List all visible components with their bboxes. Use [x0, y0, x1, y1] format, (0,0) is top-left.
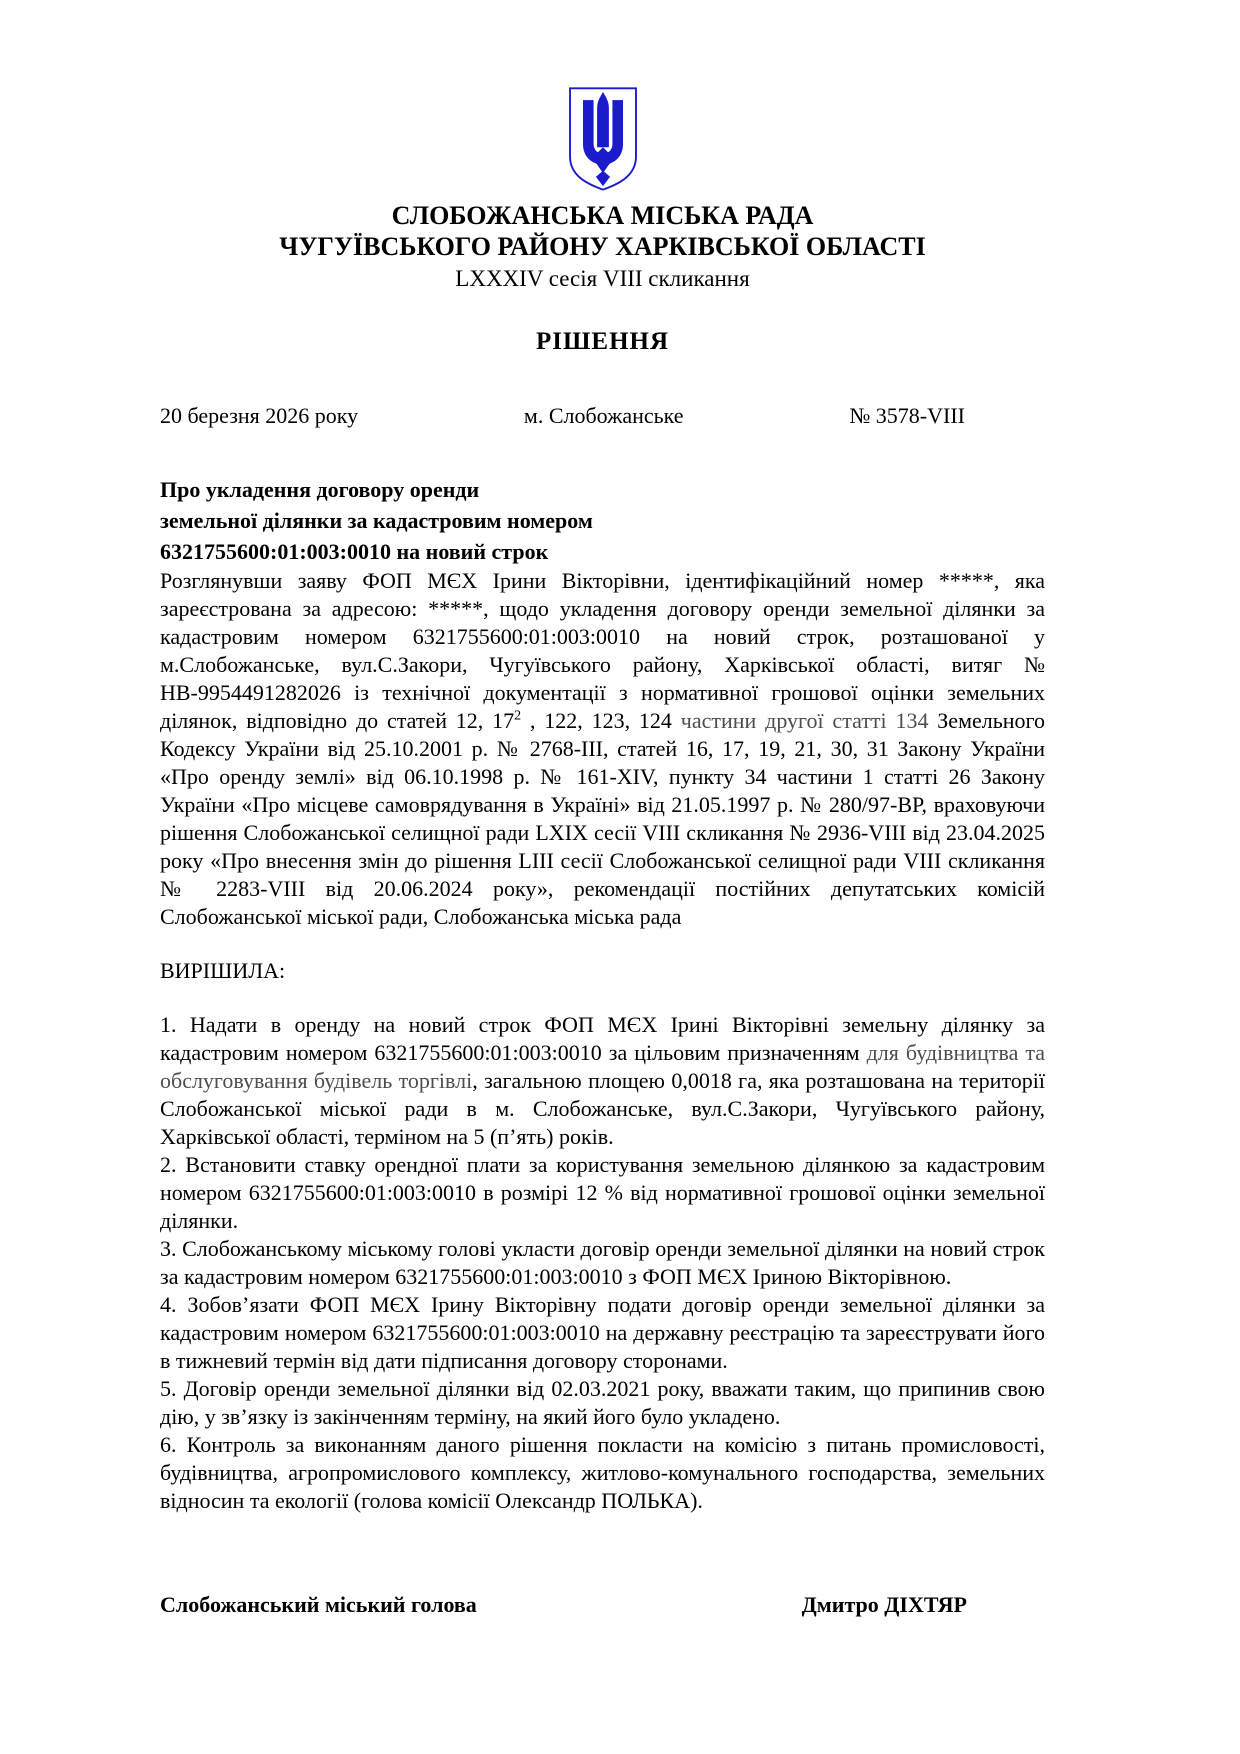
- article-superscript: 2: [514, 708, 522, 724]
- decision-number: № 3578-VIII: [849, 403, 965, 428]
- signature-row: [160, 1591, 1045, 1619]
- ukraine-trident-emblem: [564, 86, 642, 192]
- document-header: [160, 86, 1045, 294]
- signatory-name: Дмитро ДІХТЯР: [801, 1592, 967, 1617]
- meta-row: [160, 402, 1045, 430]
- preamble-text: , 122, 123, 124: [521, 708, 681, 733]
- preamble-paragraph: [160, 567, 1045, 931]
- decision-place: м. Слобожанське: [523, 403, 684, 428]
- district-name: ЧУГУЇВСЬКОГО РАЙОНУ ХАРКІВСЬКОЇ ОБЛАСТІ: [279, 232, 926, 261]
- resolution-item-1: [160, 1011, 1045, 1151]
- subject-line-1: Про укладення договору оренди: [160, 477, 480, 502]
- session-line: LXXXIV сесія VIII скликання: [455, 266, 750, 291]
- trident-icon: [564, 86, 642, 192]
- resolved-heading: ВИРІШИЛА:: [160, 958, 286, 983]
- council-name: СЛОБОЖАНСЬКА МІСЬКА РАДА: [391, 201, 814, 230]
- item-1-text: 1. Надати в оренду на новий строк ФОП МЄХ Ірині Вікторівні земельну ділянку за кадастровим номером 6321755600:01:003:0010 за цільовим призначенням: [160, 1012, 1045, 1065]
- resolution-items: [160, 1011, 1045, 1515]
- item-1-inserted-text: для будівництва та обслуговування будівель торгівлі: [160, 1040, 1045, 1093]
- subject-line-2: земельної ділянки за кадастровим номером: [160, 508, 593, 533]
- resolution-item-5: 5. Договір оренди земельної ділянки від 02.03.2021 року, вважати таким, що припинив свою дію, у зв’язку із закінченням терміну, на який його було укладено.: [160, 1376, 1045, 1429]
- document-type-title: РІШЕННЯ: [535, 328, 670, 355]
- subject-line-3: 6321755600:01:003:0010 на новий строк: [160, 539, 549, 564]
- decision-date: 20 березня 2026 року: [160, 403, 359, 428]
- resolution-item-4: 4. Зобов’язати ФОП МЄХ Ірину Вікторівну подати договір оренди земельної ділянки за кадастровим номером 6321755600:01:003:0010 на державну реєстрацію та зареєструвати його в тижневий термін від дати підписання договору сторонами.: [160, 1292, 1045, 1373]
- preamble-inserted-text: частини другої статті 134: [680, 708, 929, 733]
- resolution-item-6: 6. Контроль за виконанням даного рішення покласти на комісію з питань промисловості, будівництва, агропромислового комплексу, житлово-комунального господарства, земельних відносин та екології (голова комісії Олександр ПОЛЬКА).: [160, 1432, 1045, 1513]
- preamble-text: Земельного Кодексу України від 25.10.2001 р. № 2768-III, статей 16, 17, 19, 21, 30, 31 Закону України «Про оренду землі» від 06.10.1998 р. № 161-XIV, пункту 34 частини 1 статті 26 Закону України «Про місцеве самоврядування в Україні» від 21.05.1997 р. № 280/97-ВР, враховуючи рішення Слобожанської селищної ради LXIX сесії VIII скликання № 2936-VIII від 23.04.2025 року «Про внесення змін до рішення LIII сесії Слобожанської селищної ради VIII скликання № 2283-VIII від 20.06.2024 року», рекомендації постійних депутатських комісій Слобожанської міської ради, Слобожанська міська рада: [160, 708, 1046, 929]
- resolution-item-3: 3. Слобожанському міському голові укласти договір оренди земельної ділянки на новий строк за кадастровим номером 6321755600:01:003:0010 з ФОП МЄХ Іриною Вікторівною.: [160, 1236, 1045, 1289]
- preamble-text: Розглянувши заяву ФОП МЄХ Ірини Вікторівни, ідентифікаційний номер *****, яка зареєстрована за адресою: *****, щодо укладення договору оренди земельної ділянки за кадастровим номером 6321755600:01:003:0010 на новий строк, розташованої у м.Слобожанське, вул.С.Закори, Чугуївського району, Харківської області, витяг № НВ-9954491282026 із технічної документації з нормативної грошової оцінки земельних ділянок, відповідно до статей 12, 17: [160, 568, 1045, 733]
- subject-block: [160, 474, 1045, 567]
- resolution-item-2: 2. Встановити ставку орендної плати за користування земельною ділянкою за кадастровим номером 6321755600:01:003:0010 в розмірі 12 % від нормативної грошової оцінки земельної ділянки.: [160, 1152, 1045, 1233]
- item-1-text: , загальною площею 0,0018 га, яка розташована на території Слобожанської міської ради в м. Слобожанське, вул.С.Закори, Чугуївського району, Харківської області, терміном на 5 (п’ять) років.: [160, 1068, 1045, 1149]
- signatory-position: Слобожанський міський голова: [160, 1592, 477, 1617]
